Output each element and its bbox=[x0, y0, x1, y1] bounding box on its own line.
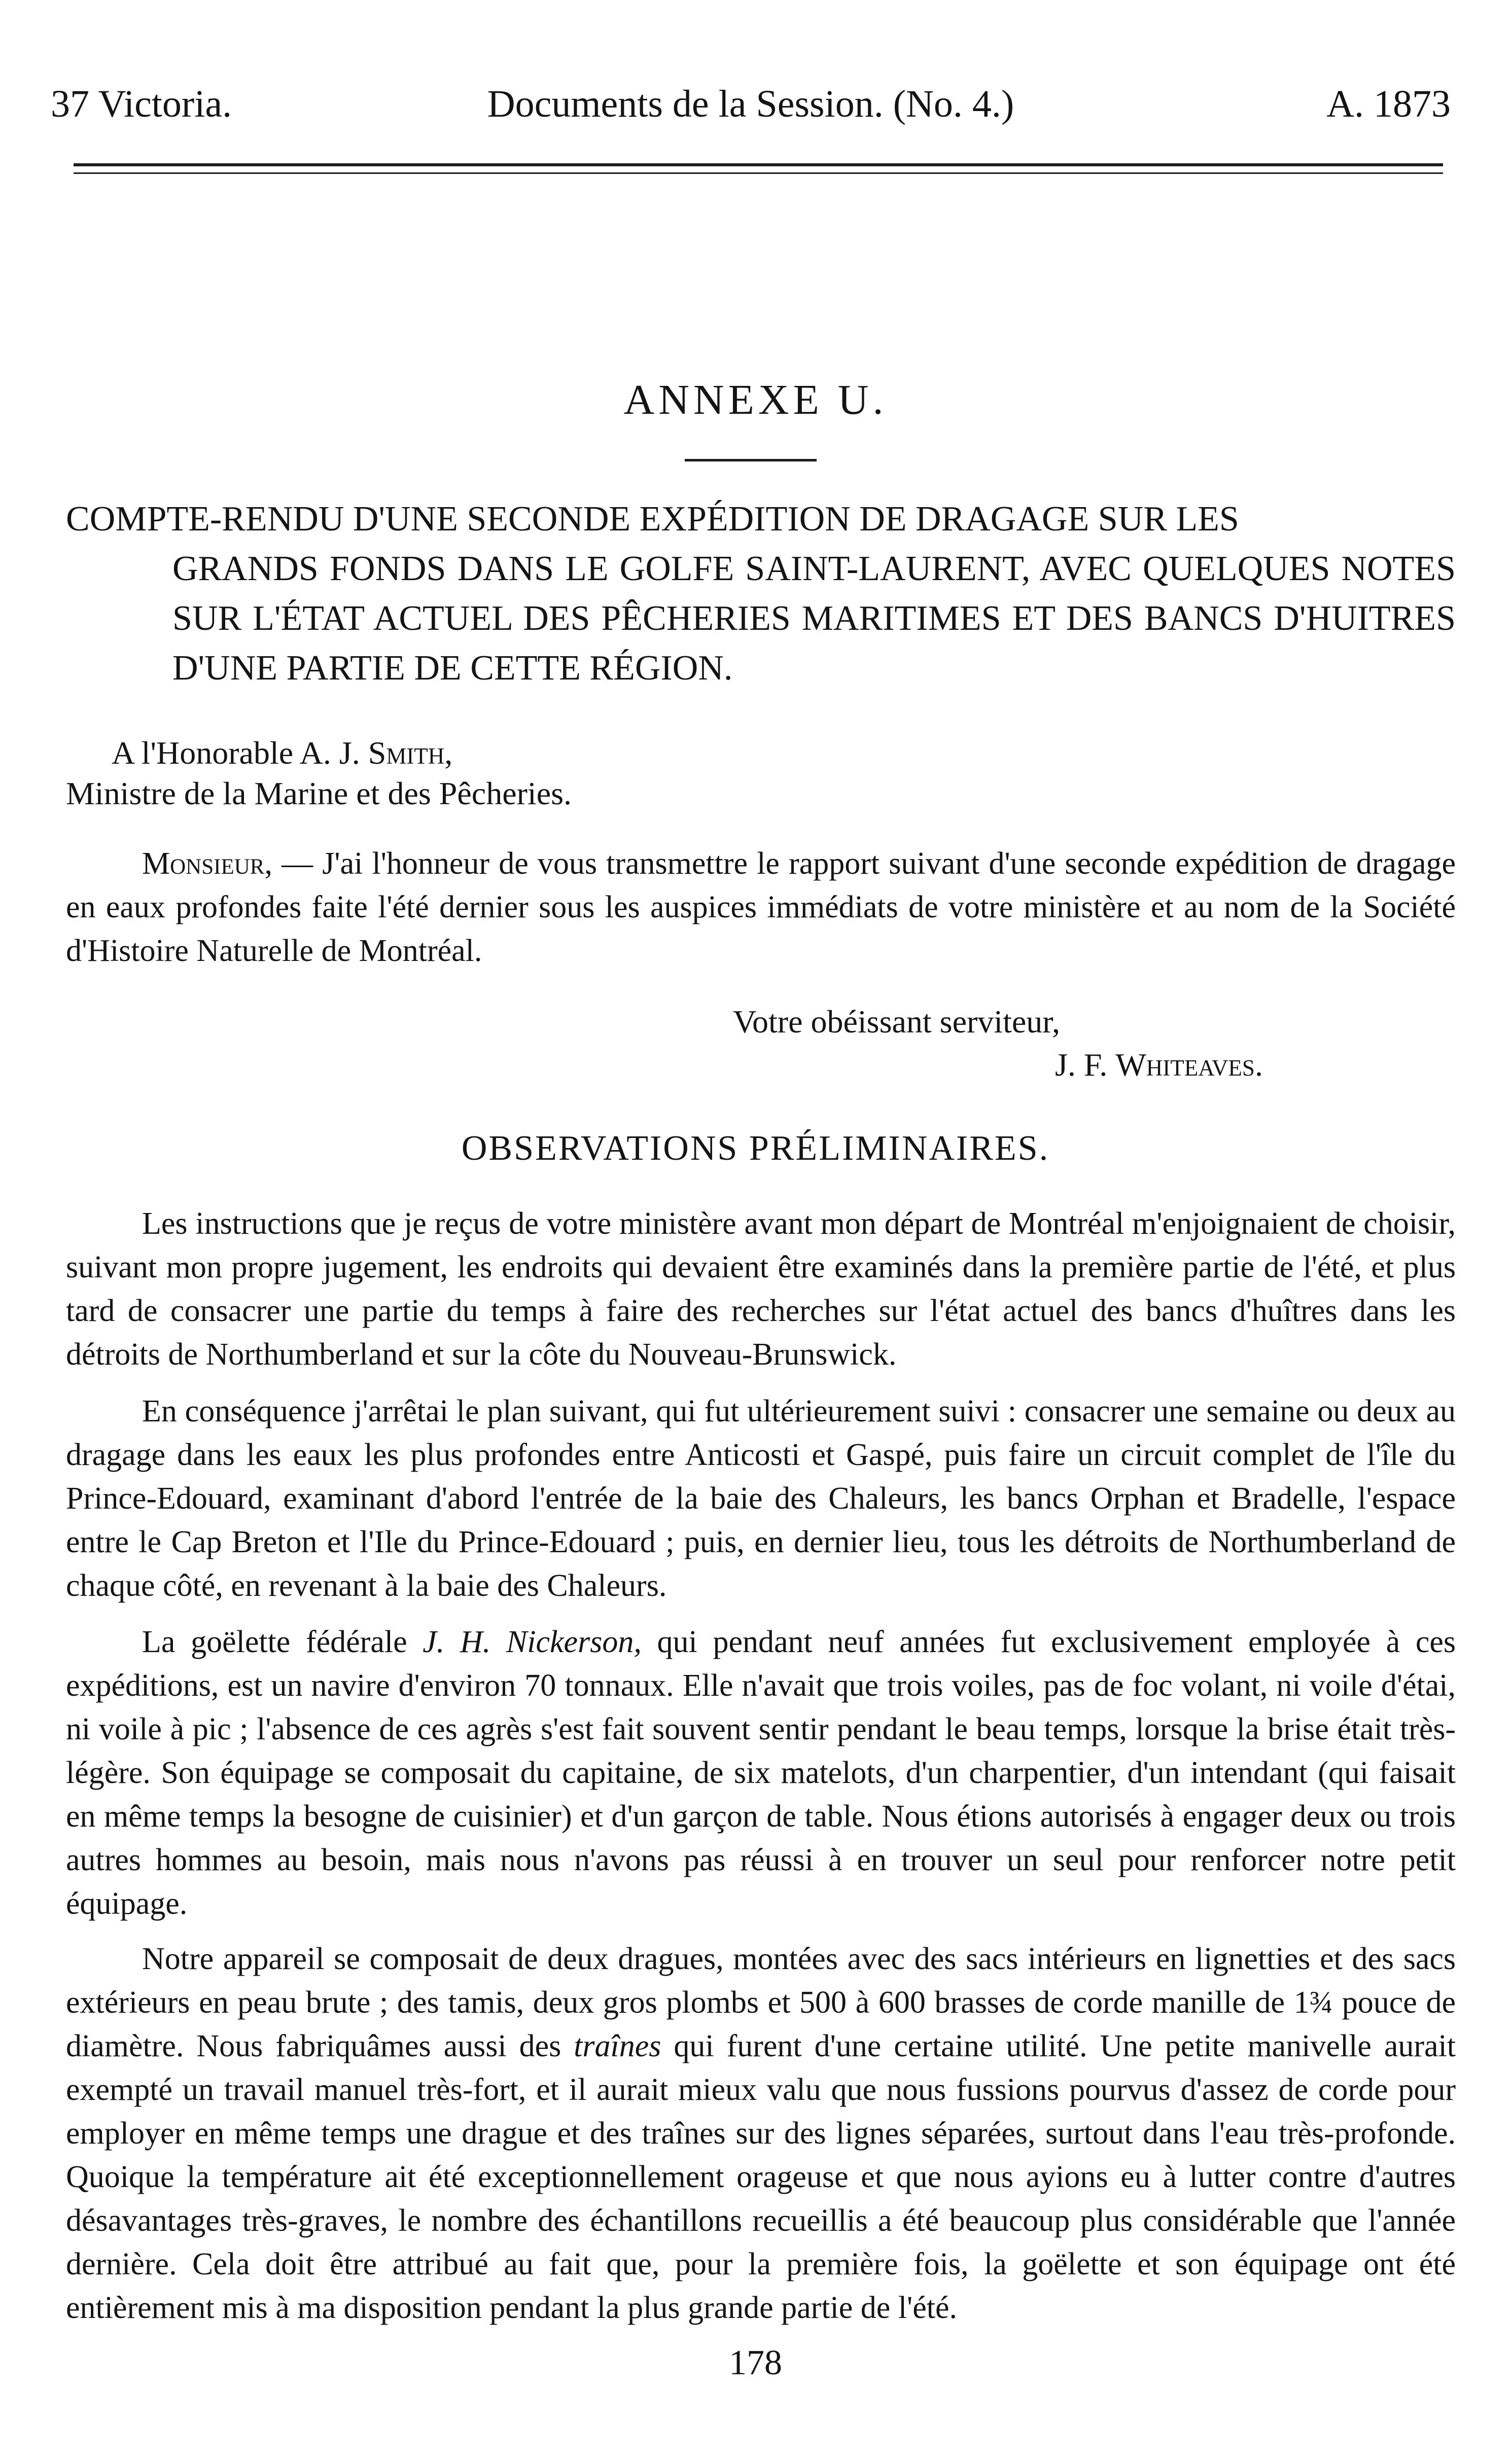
paragraph-instructions: Les instructions que je reçus de votre ministère avant mon départ de Montréal m'enjoignaient de choisir, suivant mon propre jugement, les endroits qui devaient être examinés dans la première partie de l'été, et plus tard de consacrer une partie du temps à faire des recherches sur l'état actuel des bancs d'huîtres dans les détroits de Northumberland et sur la côte du Nouveau-Brunswick. bbox=[66, 1206, 1456, 1372]
p4-after: qui furent d'une certaine utilité. Une petite manivelle aurait exempté un travail manuel très-fort, et il aurait mieux valu que nous fussions pourvus d'assez de corde pour employer en même temps une drague et des traînes sur des lignes séparées, surtout dans l'eau très-profonde. Quoique la température ait été exceptionnellement orageuse et que nous ayions eu à lutter contre d'autres désavantages très-graves, le nombre des échantillons recueillis a été beaucoup plus considérable que l'année dernière. Cela doit être attribué au fait que, pour la première fois, la goëlette et son équipage ont été entièrement mis à ma disposition pendant la plus grande partie de l'été. bbox=[66, 2029, 1456, 2325]
letter-closing: Votre obéissant serviteur, bbox=[733, 1004, 1060, 1040]
annex-title: ANNEXE U. bbox=[623, 376, 888, 423]
addressee-name: Smith, bbox=[368, 735, 453, 771]
paragraph-equipment bbox=[66, 1937, 1456, 2330]
trawl-term: traînes bbox=[574, 2029, 661, 2063]
header-rule-thin bbox=[74, 172, 1443, 174]
letter-text: — J'ai l'honneur de vous transmettre le rapport suivant d'une seconde expédition de dragage en eaux profondes faite l'été dernier sous les auspices immédiats de votre ministère et au nom de la Société d'Histoire Naturelle de Montréal. bbox=[66, 846, 1456, 968]
title-divider bbox=[685, 459, 817, 461]
addressee-line bbox=[112, 733, 452, 773]
section-heading: OBSERVATIONS PRÉLIMINAIRES. bbox=[461, 1129, 1050, 1168]
header-year: A. 1873 bbox=[1326, 83, 1451, 125]
paragraph-schooner bbox=[66, 1620, 1456, 1925]
report-title-first-line: COMPTE-RENDU D'UNE SECONDE EXPÉDITION DE DRAGAGE SUR LES bbox=[66, 499, 1239, 539]
letter-body bbox=[66, 842, 1456, 973]
salutation: Monsieur, bbox=[142, 846, 272, 881]
page-number: 178 bbox=[729, 2343, 782, 2382]
header-rule-thick bbox=[74, 163, 1443, 166]
p3-after: qui pendant neuf années fut exclusivement employée à ces expéditions, est un navire d'environ 70 tonnaux. Elle n'avait que trois voiles, pas de foc volant, ni voile d'étai, ni voile à pic ; l'absence de ces agrès s'est fait souvent sentir pendant le beau temps, lorsque la brise était très-légère. Son équipage se composait du capitaine, de six matelots, d'un charpentier, d'un intendant (qui faisait en même temps la besogne de cuisinier) et d'un garçon de table. Nous étions autorisés à engager deux ou trois autres hommes au besoin, mais nous n'avons pas réussi à en trouver un seul pour renforcer notre petit équipage. bbox=[66, 1625, 1456, 1921]
addressee-title: Ministre de la Marine et des Pêcheries. bbox=[66, 775, 572, 811]
signature bbox=[1055, 1045, 1263, 1085]
header-publication: Documents de la Session. (No. 4.) bbox=[487, 83, 1014, 125]
header-volume: 37 Victoria. bbox=[51, 83, 232, 125]
running-header bbox=[51, 76, 1451, 132]
signature-name: Whiteaves. bbox=[1115, 1047, 1263, 1083]
paragraph-plan: En conséquence j'arrêtai le plan suivant, qui fut ultérieurement suivi : consacrer une semaine ou deux au dragage dans les eaux les plus profondes entre Anticosti et Gaspé, puis faire un circuit complet de l'île du Prince-Edouard, examinant d'abord l'entrée de la baie des Chaleurs, les bancs Orphan et Bradelle, l'espace entre le Cap Breton et l'Ile du Prince-Edouard ; puis, en dernier lieu, tous les détroits de Northumberland de chaque côté, en revenant à la baie des Chaleurs. bbox=[66, 1394, 1456, 1603]
signature-initials: J. F. bbox=[1055, 1047, 1116, 1083]
p3-before: La goëlette fédérale bbox=[142, 1625, 423, 1659]
p4-before: Notre appareil se composait de deux dragues, montées avec des sacs intérieurs en lignetties et des sacs extérieurs en peau brute ; des tamis, deux gros plombs et 500 à 600 brasses de corde manille de 1¾ pouce de diamètre. Nous fabriquâmes aussi des bbox=[66, 1942, 1456, 2063]
ship-name: J. H. Nickerson, bbox=[423, 1625, 642, 1659]
addressee-prefix: A l'Honorable A. J. bbox=[112, 735, 368, 771]
report-title bbox=[66, 494, 1456, 693]
report-title-continuation: GRANDS FONDS DANS LE GOLFE SAINT-LAURENT, AVEC QUELQUES NOTES SUR L'ÉTAT ACTUEL DES PÊCHERIES MARITIMES ET DES BANCS D'HUITRES D'UNE PARTIE DE CETTE RÉGION. bbox=[172, 549, 1456, 688]
